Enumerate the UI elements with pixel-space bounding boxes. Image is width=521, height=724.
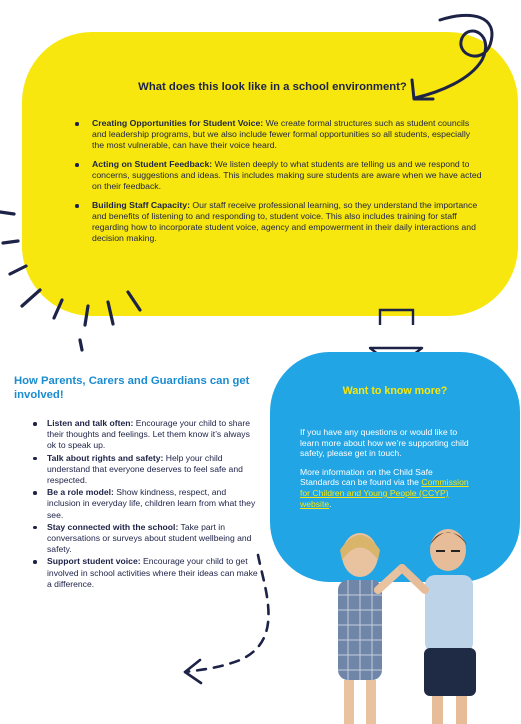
item-text: We listen deeply to what students are telling us and we respond to concerns, suggestions and ideas. This includes making sure students are aware when we have acted on their feedback. xyxy=(92,159,482,191)
blue-section-title: Want to know more? xyxy=(342,385,448,397)
item-text: We create formal structures such as student councils and leadership programs, but we also include fewer formal opportunities so all students, especially the most vulnerable, can have their voice heard. xyxy=(92,118,471,150)
item-text: Encourage your child to share their thoughts and feelings. Let them know it’s always ok to speak up. xyxy=(47,418,250,451)
item-heading: Creating Opportunities for Student Voice: xyxy=(92,118,264,128)
item-text: Help your child understand that everyone deserves to feel safe and respected. xyxy=(47,452,243,486)
item-text: Encourage your child to get involved in school activities where their ideas can make a difference. xyxy=(47,556,258,589)
item-heading: Be a role model: xyxy=(47,487,114,498)
info-paragraph xyxy=(300,467,470,509)
parents-list xyxy=(30,418,260,591)
girl-figure xyxy=(338,533,402,724)
info-suffix: . xyxy=(329,498,332,509)
blue-section-body xyxy=(300,427,470,517)
item-text: Show kindness, respect, and inclusion in everyday life, children learn from what they see. xyxy=(47,487,256,520)
parents-section-title: How Parents, Carers and Guardians can get involved! xyxy=(14,375,250,401)
contact-paragraph: If you have any questions or would like to learn more about how we’re supporting child safety, please get in touch. xyxy=(300,427,469,459)
info-prefix: More information on the Child Safe Standards can be found via the xyxy=(300,466,433,488)
boy-figure xyxy=(402,529,476,724)
list-item xyxy=(30,522,260,556)
yellow-section-title: What does this look like in a school environment? xyxy=(138,81,407,93)
item-heading: Support student voice: xyxy=(47,556,141,567)
ccyp-website-link[interactable]: Commission for Children and Young People (CCYP) website xyxy=(300,477,469,509)
item-text: Take part in conversations or surveys about student wellbeing and safety. xyxy=(47,521,252,555)
item-heading: Listen and talk often: xyxy=(47,418,134,428)
item-heading: Talk about rights and safety: xyxy=(47,452,164,463)
item-heading: Building Staff Capacity: xyxy=(92,200,190,210)
item-heading: Stay connected with the school: xyxy=(47,521,179,532)
list-item xyxy=(30,556,260,590)
list-item xyxy=(30,453,260,487)
item-text: Our staff receive professional learning, so they understand the importance and benefits of listening to and responding to, student voice. This also includes training for staff regarding how to incorporate student voice, agency and empowerment in their daily interactions and decision making. xyxy=(92,200,478,243)
list-item xyxy=(30,418,260,452)
item-heading: Acting on Student Feedback: xyxy=(92,159,213,169)
list-item xyxy=(30,487,260,521)
